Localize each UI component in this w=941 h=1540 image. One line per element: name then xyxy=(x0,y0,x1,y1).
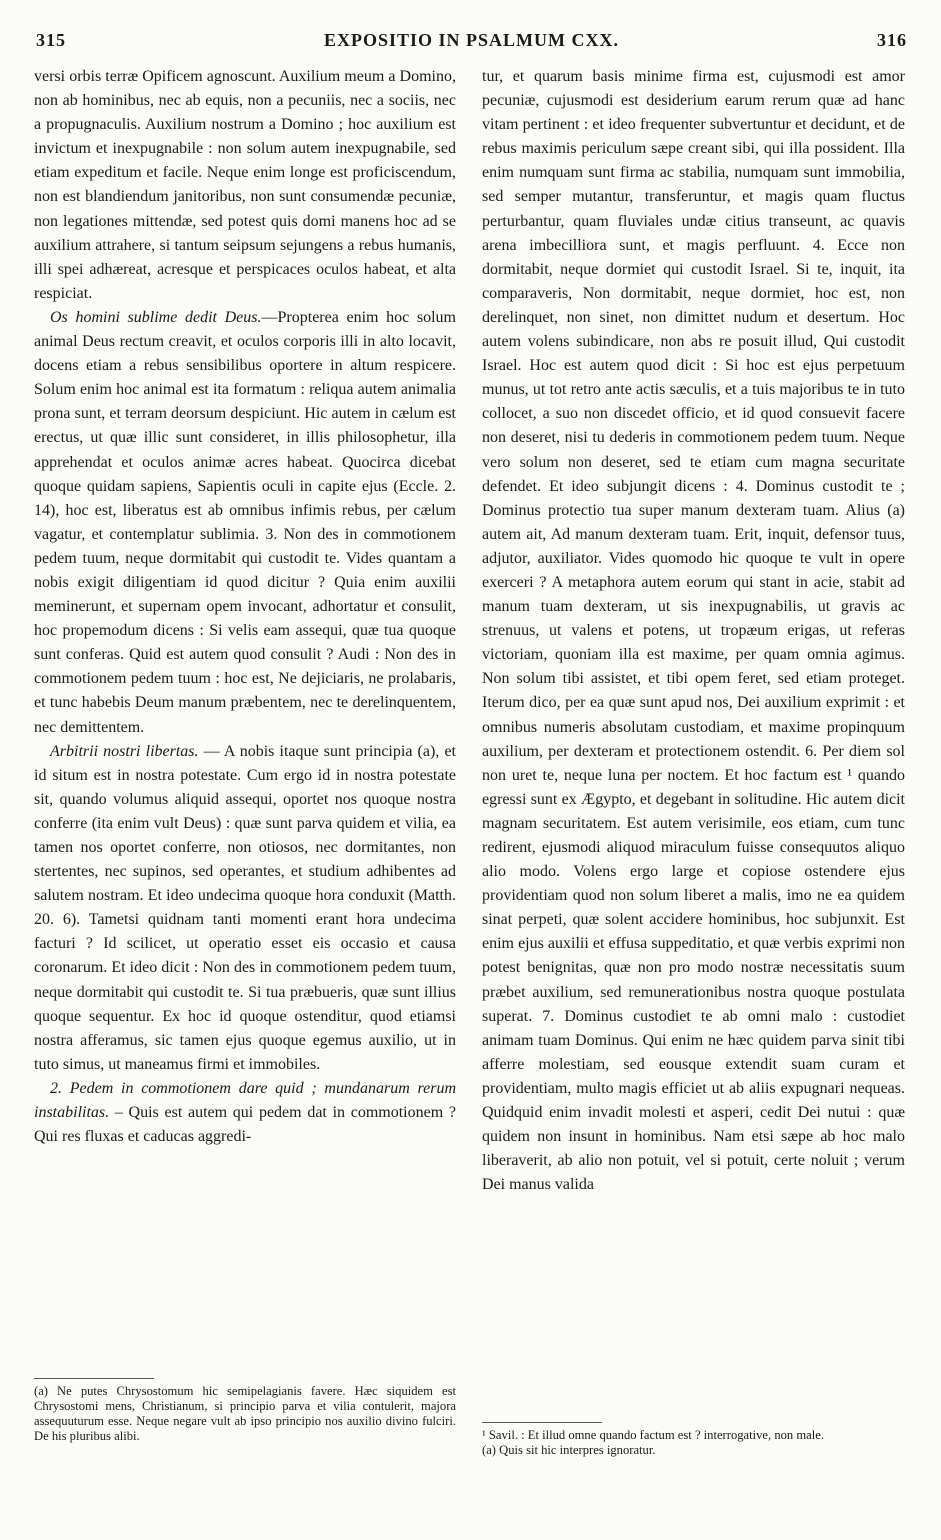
section-heading: Arbitrii nostri libertas. xyxy=(50,742,199,760)
footnote: ¹ Savil. : Et illud omne quando factum est ? interrogative, non male. xyxy=(482,1428,824,1442)
section-heading: 2. Pedem in commotionem dare quid ; mundanarum rerum instabilitas. xyxy=(34,1079,456,1122)
paragraph xyxy=(34,306,456,740)
paragraph: versi orbis terræ Opificem agnoscunt. Auxilium meum a Domino, non ab hominibus, nec ab equis, non a pecuniis, nec a sociis, nec a propugnaculis. Auxilium nostrum a Domino ; hoc auxilium est invictum et inexpugnabile : non solum autem inexpugnabile, sed etiam expeditum et facile. Neque enim longe est proficiscendum, non est blandiendum janitoribus, non sunt consumendæ pecuniæ, non legationes mittendæ, sed potest quis domi manens hoc ad se auxilium attrahere, si tantum seipsum sejungens a rebus humanis, illi spei adhæreat, acresque et perspicaces oculos habeat, et alta respiciat. xyxy=(34,68,456,302)
paragraph-text: – Quis est autem qui pedem dat in commotionem ? Qui res fluxas et caducas aggredi- xyxy=(34,1104,456,1146)
footnotes-right xyxy=(482,1428,905,1458)
running-title: EXPOSITIO IN PSALMUM CXX. xyxy=(323,30,620,50)
paragraph-text: — A nobis itaque sunt principia (a), et id situm est in nostra potestate. Cum ergo id in nostra potestate sit, quando volumus aliquid assequi, oportet nos quoque nostra conferre (ita enim vult Deus) : quæ sunt parva quidem et vilia, ea tamen nos oportet conferre, non otiosos, nec dormitantes, non stertentes, nec supinos, sed operantes, et studium adhibentes ad salutem nostram. Et ideo undecima quoque hora conduxit (Matth. 20. 6). Tametsi quidnam tanti momenti erant hora undecima facturi ? Id scilicet, ut operatio esset eis occasio et causa coronarum. Et ideo dicit : Non des in commotionem pedem tuum, neque dormitabit qui custodit te. Si tua præbueris, quæ sunt illius quoque sequentur. Ex hoc id quoque ostenditur, quod etiamsi nostra afferamus, sic tamen ejus quoque egemus auxilio, ut in tuto simus, ut maneamus firmi et immobiles. xyxy=(34,742,456,1073)
paragraph-text: —Propterea enim hoc solum animal Deus rectum creavit, et oculos corporis illi in alto locavit, docens etiam a rebus sensibilibus oportere in altum respicere. Solum enim hoc animal est ita formatum : reliqua autem animalia prona sunt, et terram deorsum despiciunt. Hic autem in cælum est erectus, ut quæ illic sunt consideret, in illis philosophetur, illa apprehendat et oculos animæ acres habeat. Quocirca dicebat quoque quidam sapiens, Sapientis oculi in capite ejus (Eccle. 2. 14), hoc est, liberatus est ab omnibus infimis rebus, per cælum vagatur, et contemplatur sublimia. 3. Non des in commotionem pedem tuum, neque dormitabit qui custodit te. Vides quantam a nobis exigit diligentiam id quod dicitur ? Quia enim auxilii meminerunt, et supernam opem invocant, adhortatur et consulit, hoc propemodum dicens : Si velis eam assequi, quæ tua quoque sunt conferas. Quid est autem quod consulit ? Audi : Non des in commotionem pedem tuum : hoc est, Ne dejiciaris, ne prolabaris, et tunc habebis Deum manum præbentem, nec te derelinquentem, nec demittentem. xyxy=(34,308,457,736)
page-number-right: 316 xyxy=(877,30,907,50)
page-number-left: 315 xyxy=(36,30,66,50)
footnote: (a) Quis sit hic interpres ignoratur. xyxy=(482,1443,656,1457)
right-column xyxy=(482,65,905,1197)
paragraph: tur, et quarum basis minime firma est, cujusmodi est amor pecuniæ, cujusmodi est desiderium earum rerum quæ ad hanc vitam pertinent : et ideo frequenter subvertuntur et decidunt, et de rebus maximis periculum sæpe creant sibi, qui illa possident. Illa enim numquam sunt firma ac stabilia, numquam sunt immobilia, sed semper mutantur, transferuntur, et magis quam fluctus perturbantur, quam fluviales undæ citius transeunt, ac quavis arena imbecilliora sunt, et magis perfluunt. 4. Ecce non dormitabit, neque dormiet qui custodit Israel. Si te, inquit, ita comparaveris, Non dormitabit, neque dormiet, hoc est, non derelinquet, non sinet, non dimittet nudum et desertum. Hoc autem volens subindicare, non abs re posuit illud, Qui custodit Israel. Hoc est autem quod dicit : Si hoc est ejus perpetuum munus, ut tot retro ante actis sæculis, et a tuis majoribus te in tuto collocet, a suo non discedet officio, et id quod consuevit facere non deseret, nisi tu dederis in commotionem pedem tuum. Neque vero solum non deseret, sed te etiam cum magna securitate defendet. Et ideo subjungit dicens : 4. Dominus custodit te ; Dominus protectio tua super manum dexteram tuam. Alius (a) autem ait, Ad manum dexteram tuam. Erit, inquit, defensor tuus, adjutor, auxiliator. Vides quomodo hic quoque te vult in opere exerceri ? A metaphora autem eorum qui stant in acie, stabit ad manum tuam dexteram, ut sis inexpugnabilis, ut gravis ac strenuus, ut valens et potens, ut tropæum erigas, ut referas victoriam, quoniam illa est maxime, per quam omnia agimus. Non solum tibi assistet, et tibi opem feret, sed etiam proteget. Iterum dico, per ea quæ sunt apud nos, Dei auxilium exprimit : et omnibus numeris absolutam custodiam, et maxime propinquum auxilium, per dexteram et protectionem ostendit. 6. Per diem sol non uret te, neque luna per noctem. Et hoc factum est ¹ quando egressi sunt ex Ægypto, et degebant in solitudine. Hic autem dicit magnam securitatem. Est autem verisimile, eos etiam, cum tunc redirent, ejusmodi aliquod miraculum fuisse consequutos aliquo alio modo. Volens ergo large et copiose ostendere ejus providentiam quod non solum liberet a malis, imo ne ea quidem sinat perpeti, quæ solent accidere hominibus, hoc subjunxit. Est enim ejus auxilii et effusa suppeditatio, et quæ verbis exprimi non potest benignitas, quæ non pro modo nostræ necessitatis suum præbet auxilium, sed remunerationibus nostra quoque postulata superat. 7. Dominus custodiet te ab omni malo : custodiet animam tuam Dominus. Qui enim ne hæc quidem parva sinit tibi afferre molestiam, sed eousque extendit suam curam et providentiam, multo magis efficiet ut ab aliis expugnari nequeas. Quidquid enim invadit molesti et asperi, cedit Dei nutui : quæ quidem non insunt in hominibus. Nam etsi sæpe ab hoc malo liberaverit, ab alio non potuit, vel si potuit, certe noluit ; verum Dei manus valida xyxy=(482,68,905,1194)
footnotes-left xyxy=(34,1384,456,1444)
paragraph xyxy=(34,740,456,1077)
section-heading: Os homini sublime dedit Deus. xyxy=(50,308,262,326)
footnote: (a) Ne putes Chrysostomum hic semipelagianis favere. Hæc siquidem est Chrysostomi mens, Christianum, si principio parva et vilia contulerit, majora assequuturum esse. Neque negare vult ab ipso principio nos auxilio divino fulciri. De his pluribus alibi. xyxy=(34,1384,456,1443)
footnote-rule xyxy=(482,1422,602,1423)
footnote-rule xyxy=(34,1378,154,1379)
left-column xyxy=(34,65,456,1149)
running-header xyxy=(36,30,907,60)
paragraph xyxy=(34,1077,456,1149)
